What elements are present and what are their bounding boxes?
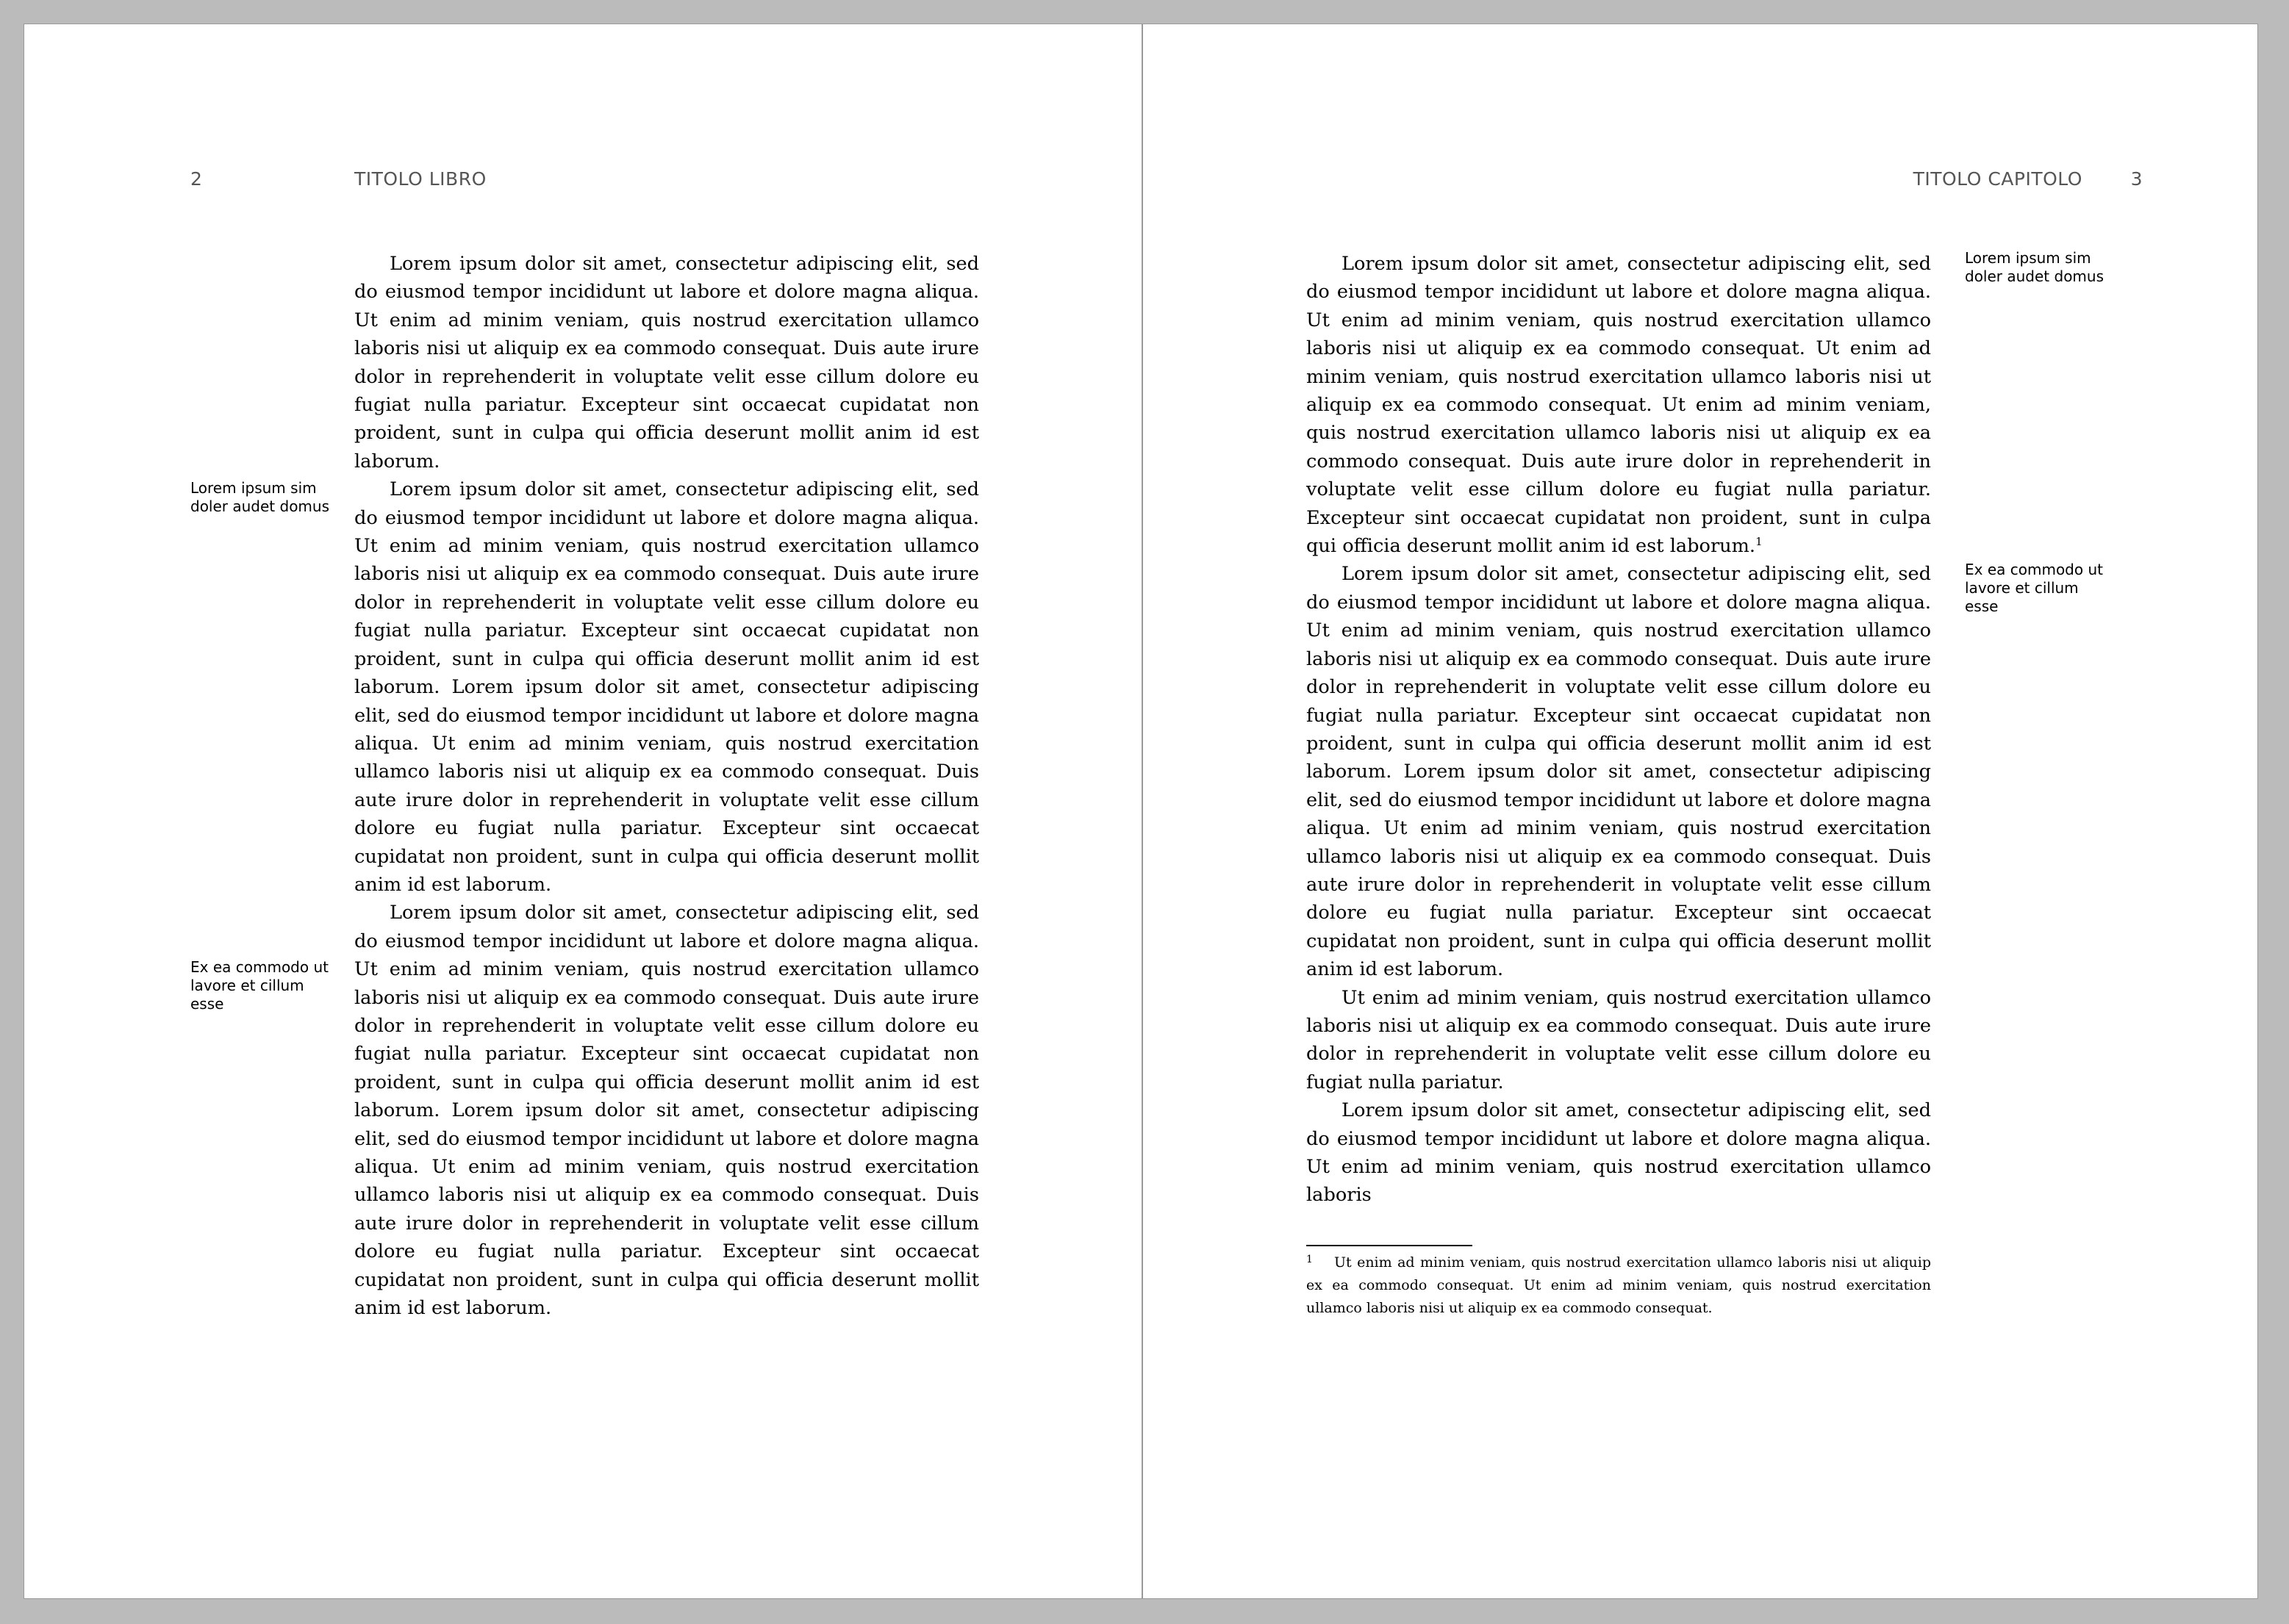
page-number: 2 (190, 168, 203, 190)
footnote-rule (1306, 1245, 1472, 1246)
left-page (24, 24, 1142, 1598)
paragraph: Lorem ipsum dolor sit amet, consectetur adipiscing elit, sed do eiusmod tempor incididunt ut labore et dolore magna aliqua. Ut enim ad minim veniam, quis nostrud exercitation ullamco laboris nisi ut aliquip ex ea commodo consequat. Duis aute irure dolor in reprehenderit in voluptate velit esse cillum dolore eu fugiat nulla pariatur. Excepteur sint occaecat cupidatat non proident, sunt in culpa qui officia deserunt mollit anim id est laborum. Lorem ipsum dolor sit amet, consectetur adipiscing elit, sed do eiusmod tempor incididunt ut labore et dolore magna aliqua. Ut enim ad minim veniam, quis nostrud exercitation ullamco laboris nisi ut aliquip ex ea commodo consequat. Duis aute irure dolor in reprehenderit in voluptate velit esse cillum dolore eu fugiat nulla pariatur. Excepteur sint occaecat cupidatat non proident, sunt in culpa qui officia deserunt mollit anim id est laborum. (1306, 563, 1931, 981)
paragraph: Lorem ipsum dolor sit amet, consectetur adipiscing elit, sed do eiusmod tempor incididunt ut labore et dolore magna aliqua. Ut enim ad minim veniam, quis nostrud exercitation ullamco laboris (1306, 1099, 1931, 1207)
paragraph: Ut enim ad minim veniam, quis nostrud exercitation ullamco laboris nisi ut aliquip ex ea commodo consequat. Duis aute irure dolor in reprehenderit in voluptate velit esse cillum dolore eu fugiat nulla pariatur. (1306, 986, 1931, 1093)
paragraph: Lorem ipsum dolor sit amet, consectetur adipiscing elit, sed do eiusmod tempor incididunt ut labore et dolore magna aliqua. Ut enim ad minim veniam, quis nostrud exercitation ullamco laboris nisi ut aliquip ex ea commodo consequat. Duis aute irure dolor in reprehenderit in voluptate velit esse cillum dolore eu fugiat nulla pariatur. Excepteur sint occaecat cupidatat non proident, sunt in culpa qui officia deserunt mollit anim id est laborum. Lorem ipsum dolor sit amet, consectetur adipiscing elit, sed do eiusmod tempor incididunt ut labore et dolore magna aliqua. Ut enim ad minim veniam, quis nostrud exercitation ullamco laboris nisi ut aliquip ex ea commodo consequat. Duis aute irure dolor in reprehenderit in voluptate velit esse cillum dolore eu fugiat nulla pariatur. Excepteur sint occaecat cupidatat non proident, sunt in culpa qui officia deserunt mollit anim id est laborum. (354, 902, 979, 1320)
margin-note: Ex ea commodo ut lavore et cillum esse (1965, 561, 2103, 615)
book-spread (24, 24, 2258, 1599)
page-number: 3 (2130, 168, 2143, 190)
body-text (354, 250, 979, 1322)
running-head: TITOLO CAPITOLO (1913, 168, 2082, 190)
margin-note: Lorem ipsum sim doler audet domus (190, 479, 330, 515)
paragraph: Lorem ipsum dolor sit amet, consectetur adipiscing elit, sed do eiusmod tempor incididunt ut labore et dolore magna aliqua. Ut enim ad minim veniam, quis nostrud exercitation ullamco laboris nisi ut aliquip ex ea commodo consequat. Ut enim ad minim veniam, quis nostrud exercitation ullamco laboris nisi ut aliquip ex ea commodo consequat. Ut enim ad minim veniam, quis nostrud exercitation ullamco laboris nisi ut aliquip ex ea commodo consequat. Duis aute irure dolor in reprehenderit in voluptate velit esse cillum dolore eu fugiat nulla pariatur. Excepteur sint occaecat cupidatat non proident, sunt in culpa qui officia deserunt mollit anim id est laborum.$^1$ (1306, 253, 1931, 558)
body-text (1306, 250, 1931, 1210)
margin-note: Lorem ipsum sim doler audet domus (1965, 249, 2104, 285)
paragraph: Lorem ipsum dolor sit amet, consectetur adipiscing elit, sed do eiusmod tempor incididunt ut labore et dolore magna aliqua. Ut enim ad minim veniam, quis nostrud exercitation ullamco laboris nisi ut aliquip ex ea commodo consequat. Duis aute irure dolor in reprehenderit in voluptate velit esse cillum dolore eu fugiat nulla pariatur. Excepteur sint occaecat cupidatat non proident, sunt in culpa qui officia deserunt mollit anim id est laborum. Lorem ipsum dolor sit amet, consectetur adipiscing elit, sed do eiusmod tempor incididunt ut labore et dolore magna aliqua. Ut enim ad minim veniam, quis nostrud exercitation ullamco laboris nisi ut aliquip ex ea commodo consequat. Duis aute irure dolor in reprehenderit in voluptate velit esse cillum dolore eu fugiat nulla pariatur. Excepteur sint occaecat cupidatat non proident, sunt in culpa qui officia deserunt mollit anim id est laborum. (354, 478, 979, 896)
margin-note: Ex ea commodo ut lavore et cillum esse (190, 958, 329, 1013)
paragraph: Lorem ipsum dolor sit amet, consectetur adipiscing elit, sed do eiusmod tempor incididunt ut labore et dolore magna aliqua. Ut enim ad minim veniam, quis nostrud exercitation ullamco laboris nisi ut aliquip ex ea commodo consequat. Duis aute irure dolor in reprehenderit in voluptate velit esse cillum dolore eu fugiat nulla pariatur. Excepteur sint occaecat cupidatat non proident, sunt in culpa qui officia deserunt mollit anim id est laborum. (354, 253, 979, 473)
footnote-text: Ut enim ad minim veniam, quis nostrud exercitation ullamco laboris nisi ut aliquip ex ea commodo consequat. Ut enim ad minim veniam, quis nostrud exercitation ullamco laboris nisi ut aliquip ex ea commodo consequat. (1306, 1254, 1931, 1316)
footnote: 1 Ut enim ad minim veniam, quis nostrud exercitation ullamco laboris nisi ut aliquip ex ea commodo consequat. Ut enim ad minim veniam, quis nostrud exercitation ullamco laboris nisi ut aliquip ex ea commodo consequat. (1306, 1254, 1931, 1316)
right-page (1142, 24, 2260, 1598)
footnote-reference[interactable]: 1 (1755, 535, 1763, 549)
running-head: TITOLO LIBRO (354, 168, 487, 190)
